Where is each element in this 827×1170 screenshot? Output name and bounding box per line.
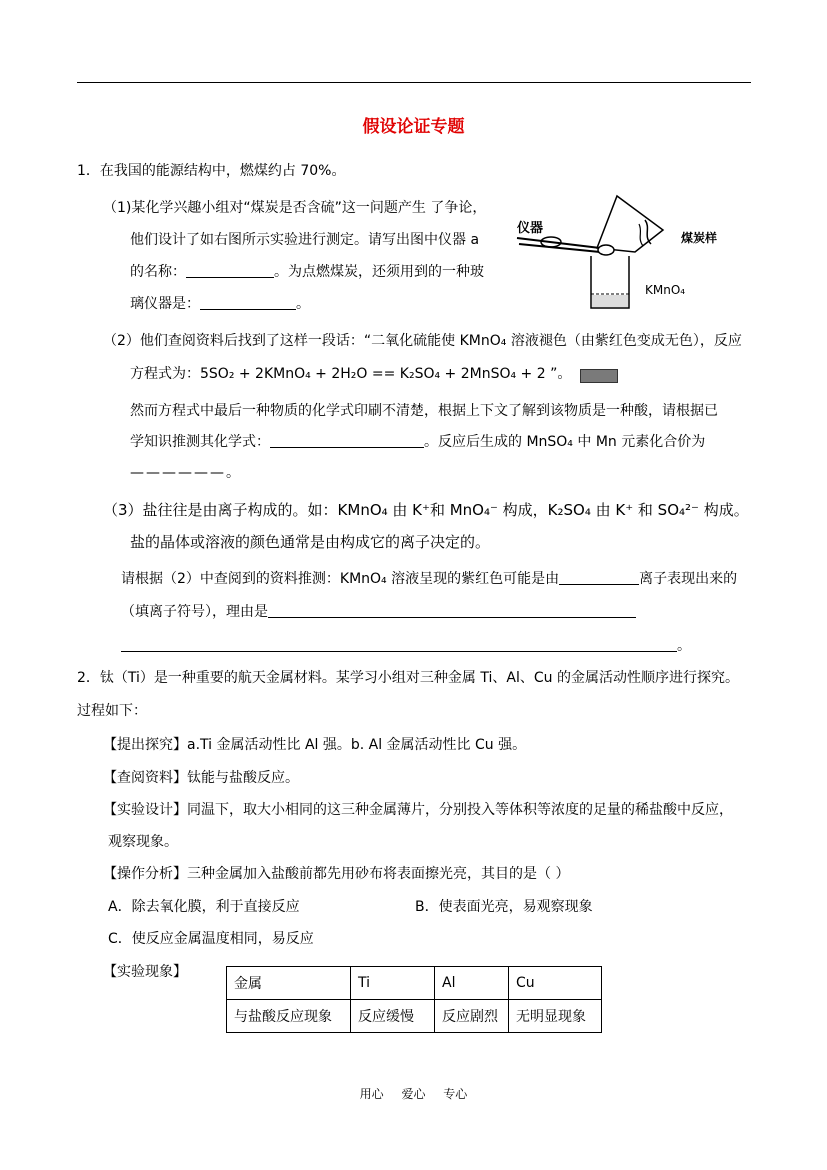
text: 。	[296, 296, 310, 312]
q1-part2-equation: 方程式为：5SO₂ + 2KMnO₄ + 2H₂O == K₂SO₄ + 2MnSO₄ + 2 ”。	[130, 366, 572, 382]
q2-observation-label: 【实验现象】	[103, 964, 187, 980]
flame-wisp	[639, 224, 643, 246]
q1-part2-line3: 然而方程式中最后一种物质的化学式印刷不清楚，根据上下文了解到该物质是一种酸，请根据已	[130, 403, 718, 419]
q2-design-line2: 观察现象。	[108, 834, 178, 850]
q1-part2-valence-blank[interactable]: ——————。	[130, 465, 242, 481]
header-rule	[77, 82, 751, 83]
text: 。	[677, 638, 691, 654]
q1-part2-line1: （2）他们查阅资料后找到了这样一段话：“二氧化硫能使 KMnO₄ 溶液褪色（由紫红色变成无色），反应	[103, 333, 742, 349]
experiment-apparatus-figure	[505, 190, 735, 312]
table-cell: 无明显现象	[509, 1000, 602, 1033]
q1-part4-line3	[121, 636, 691, 656]
table-header-row	[227, 967, 602, 1000]
text: 离子表现出来的	[639, 571, 738, 587]
option-b[interactable]: B．使表面光亮，易观察现象	[415, 899, 593, 915]
q1-part3-line2: 盐的晶体或溶液的颜色通常是由构成它的离子决定的。	[130, 533, 491, 551]
text: （填离子符号），理由是	[121, 604, 268, 620]
page-title: 假设论证专题	[362, 117, 465, 137]
table-cell: 反应剧烈	[435, 1000, 509, 1033]
funnel-shape	[597, 196, 663, 252]
q1-part2-line4	[130, 432, 705, 452]
table-cell: 与盐酸反应现象	[227, 1000, 351, 1033]
text: 。为点燃煤炭，还须用到的一种玻	[274, 264, 484, 280]
q2-info: 【查阅资料】钛能与盐酸反应。	[103, 770, 299, 786]
q2-stem-line2: 过程如下：	[77, 703, 147, 719]
label-instrument: 仪器	[517, 221, 544, 236]
q1-part4-line2	[121, 602, 636, 622]
q1-part1-line1: （1)某化学兴趣小组对“煤炭是否含硫”这一问题产生 了争论，	[103, 200, 487, 216]
answer-blank-formula[interactable]	[270, 433, 424, 448]
option-c[interactable]: C．使反应金属温度相同，易反应	[108, 931, 314, 947]
unclear-formula-box	[580, 369, 618, 383]
text: 请根据（2）中查阅到的资料推测：KMnO₄ 溶液呈现的紫红色可能是由	[121, 571, 560, 587]
q1-part1-line3	[130, 262, 484, 282]
table-row	[227, 1000, 602, 1033]
q2-analysis: 【操作分析】三种金属加入盐酸前都先用砂布将表面擦光亮，其目的是（ ）	[103, 866, 570, 882]
table-cell: 反应缓慢	[351, 1000, 435, 1033]
text: 的名称：	[130, 264, 186, 280]
table-cell: Al	[435, 967, 509, 1000]
text: 璃仪器是：	[130, 296, 200, 312]
q1-part1-line2: 他们设计了如右图所示实验进行测定。请写出图中仪器 a	[130, 232, 480, 248]
q1-part1-line4	[130, 294, 310, 314]
answer-blank-ion[interactable]	[559, 570, 639, 585]
option-a[interactable]: A．除去氧化膜，利于直接反应	[108, 899, 300, 915]
answer-blank-instrument[interactable]	[186, 263, 274, 278]
table-cell: Cu	[509, 967, 602, 1000]
table-cell: Ti	[351, 967, 435, 1000]
answer-blank-glass-instrument[interactable]	[200, 295, 296, 310]
q1-part3-line1: （3）盐往往是由离子构成的。如：KMnO₄ 由 K⁺和 MnO₄⁻ 构成，K₂SO₄ 由 K⁺ 和 SO₄²⁻ 构成。	[103, 501, 749, 519]
text: 。反应后生成的 MnSO₄ 中 Mn 元素化合价为	[424, 434, 706, 450]
solution-fill	[592, 295, 628, 307]
answer-blank-reason[interactable]	[268, 603, 636, 618]
label-coal-sample: 煤炭样	[681, 231, 718, 245]
answer-blank-reason-cont[interactable]	[121, 637, 677, 652]
label-solution: KMnO₄	[645, 283, 686, 297]
results-table	[226, 966, 602, 1033]
q2-hypothesis: 【提出探究】a.Ti 金属活动性比 Al 强。b. Al 金属活动性比 Cu 强。	[103, 737, 527, 753]
q2-design-line1: 【实验设计】同温下，取大小相同的这三种金属薄片，分别投入等体积等浓度的足量的稀盐酸中反应，	[103, 802, 733, 818]
q1-part4-line1	[121, 569, 737, 589]
q1-stem: 1．在我国的能源结构中，燃煤约占 70%。	[77, 163, 346, 179]
text: 学知识推测其化学式：	[130, 434, 270, 450]
q2-stem-line1: 2．钛（Ti）是一种重要的航天金属材料。某学习小组对三种金属 Ti、Al、Cu 的金属活动性顺序进行探究。	[77, 670, 739, 686]
page-footer: 用心 爱心 专心	[359, 1087, 468, 1101]
table-cell: 金属	[227, 967, 351, 1000]
coal-sample	[598, 245, 614, 255]
